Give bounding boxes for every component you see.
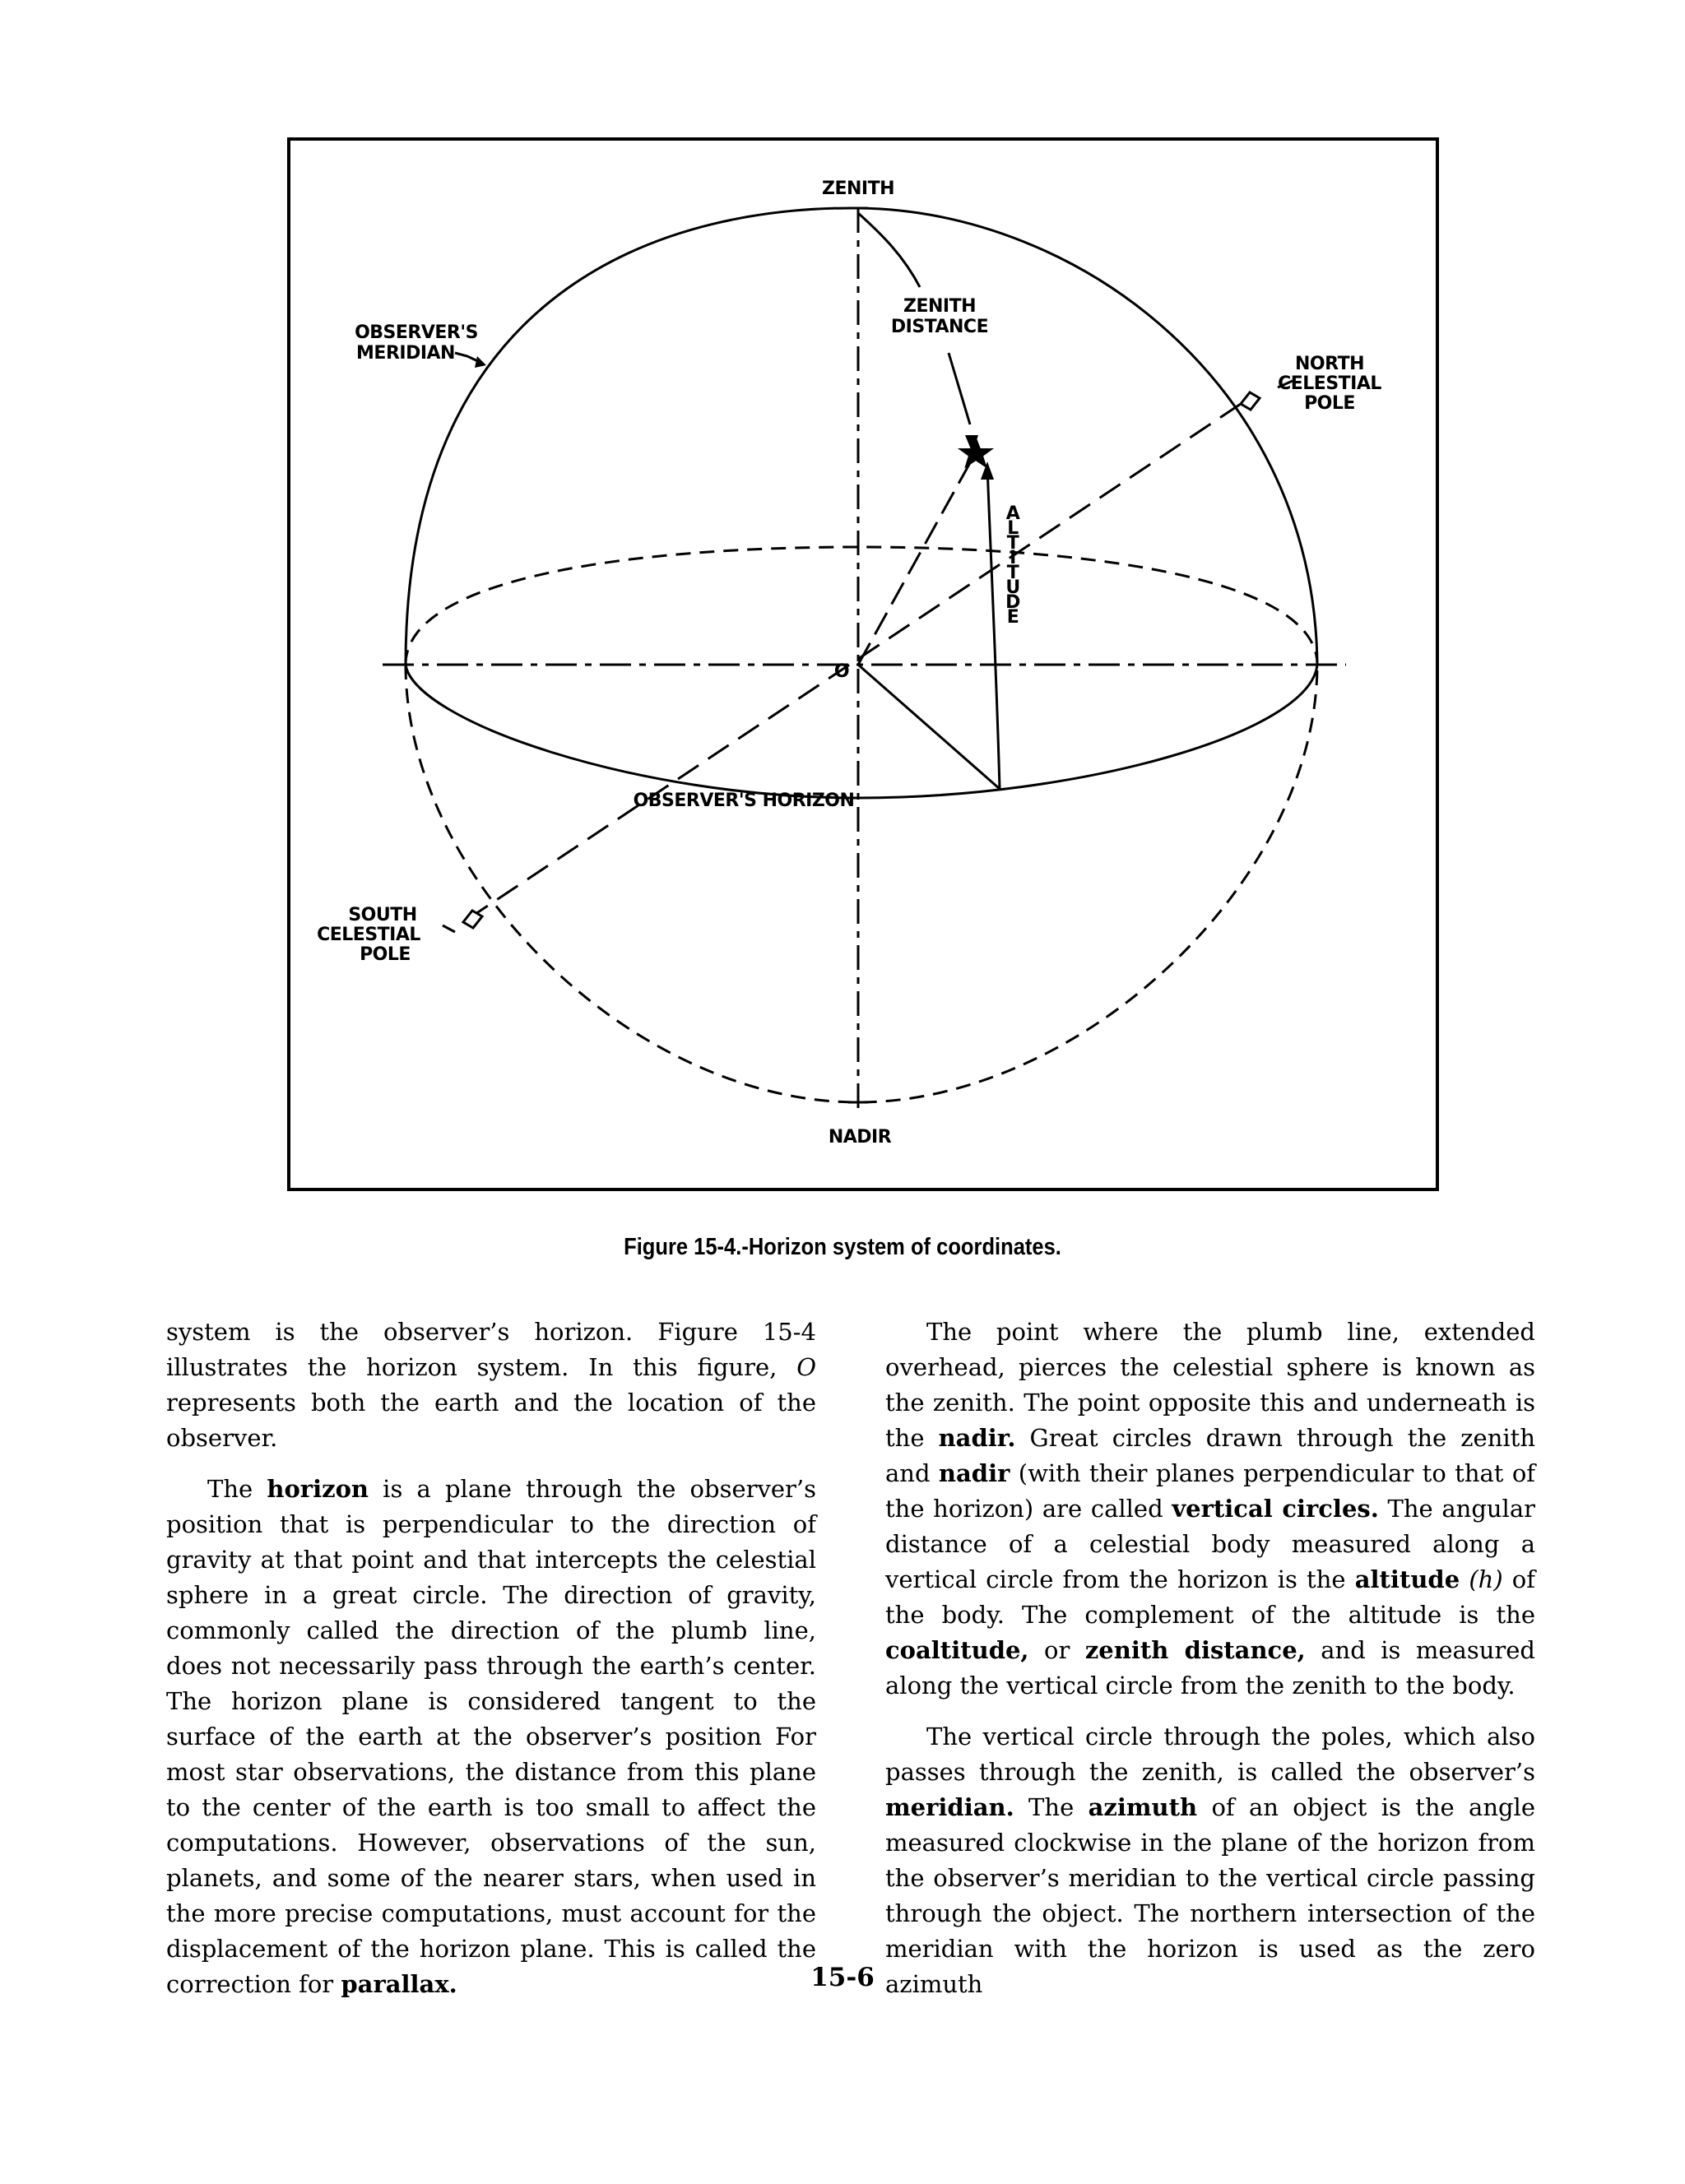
south-pole-label-1: SOUTH <box>348 905 417 925</box>
horizon-label: OBSERVER'S HORIZON <box>633 791 855 811</box>
nadir-label: NADIR <box>828 1127 892 1148</box>
south-pole-leader <box>443 925 455 932</box>
south-pole-marker-icon <box>463 911 482 928</box>
meridian-arrowhead <box>475 356 486 368</box>
south-pole-label-2: CELESTIAL <box>317 925 420 945</box>
origin-label: O <box>833 661 850 682</box>
zenith-distance-arc <box>858 213 920 287</box>
altitude-label <box>1005 503 1020 628</box>
north-pole-marker-icon <box>1241 392 1260 410</box>
meridian-arc <box>406 208 1317 665</box>
meridian-label-2: MERIDIAN <box>356 343 455 364</box>
altitude-letter: T <box>1006 563 1019 583</box>
altitude-letter: L <box>1007 518 1019 539</box>
south-pole-label-3: POLE <box>360 944 411 965</box>
star-icon <box>960 438 991 466</box>
figure-frame <box>287 137 1439 1191</box>
altitude-letter: I <box>1010 548 1016 568</box>
north-pole-label-2: CELESTIAL <box>1278 373 1381 394</box>
paragraph: system is the observer’s horizon. Figure 15-4 illustrates the horizon system. In this figure, O represents both the earth and the location of the observer. <box>166 1318 816 1452</box>
north-pole-label-3: POLE <box>1304 393 1355 414</box>
polar-axis <box>463 404 1241 922</box>
figure-caption: Figure 15-4.-Horizon system of coordinates. <box>624 1234 1061 1260</box>
zenith-distance-label-2: DISTANCE <box>890 317 989 337</box>
left-column <box>166 1315 816 2018</box>
horizon-back-arc <box>406 547 1317 665</box>
north-pole-label-1: NORTH <box>1295 354 1364 374</box>
altitude-letter: E <box>1006 607 1019 628</box>
line-o-to-star <box>858 452 976 665</box>
celestial-sphere-diagram <box>290 141 1436 1188</box>
right-column <box>885 1315 1535 2018</box>
zenith-label: ZENITH <box>822 179 894 199</box>
page-number: 15-6 <box>810 1963 875 1992</box>
paragraph: The vertical circle through the poles, which also passes through the zenith, is called the observer’s meridian. The azimuth of an object is the angle measured clockwise in the plane of the horizon from the observer’s meridian to the vertical circle passing through the object. The northern intersection of the meridian with the horizon is used as the zero azimuth <box>885 1723 1535 1998</box>
meridian-label-1: OBSERVER'S <box>355 322 478 343</box>
zenith-distance-label-1: ZENITH <box>903 296 976 317</box>
altitude-letter: T <box>1006 533 1019 554</box>
zenith-distance-leader <box>949 353 970 424</box>
paragraph: The point where the plumb line, extended overhead, pierces the celestial sphere is known as the zenith. The point opposite this and underneath is the nadir. Great circles drawn through the zenith and nadir (with their planes perpendicular to that of the horizon) are called vertical circles. The angular distance of a celestial body measured along a vertical circle from the horizon is the altitude (h) of the body. The complement of the altitude is the coaltitude, or zenith distance, and is measured along the vertical circle from the zenith to the body. <box>885 1318 1536 1699</box>
altitude-letter: U <box>1005 577 1020 598</box>
line-o-to-foot <box>858 665 1000 789</box>
altitude-letter: A <box>1005 503 1020 524</box>
horizon-front-arc <box>406 665 1317 798</box>
paragraph: The horizon is a plane through the observer’s position that is perpendicular to the direction of gravity at that point and that intercepts the celestial sphere in a great circle. The direction of gravity, commonly called the direction of the plumb line, does not necessarily pass through the earth’s center. The horizon plane is considered tangent to the surface of the earth at the observer’s position For most star observations, the distance from this plane to the center of the earth is too small to affect the computations. However, observations of the sun, planets, and some of the nearer stars, when used in the more precise computations, must account for the displacement of the horizon plane. This is called the correction for parallax. <box>166 1475 817 1998</box>
lower-hemisphere-arc <box>406 665 1317 1102</box>
altitude-arc <box>987 466 1000 789</box>
altitude-letter: D <box>1005 592 1020 613</box>
